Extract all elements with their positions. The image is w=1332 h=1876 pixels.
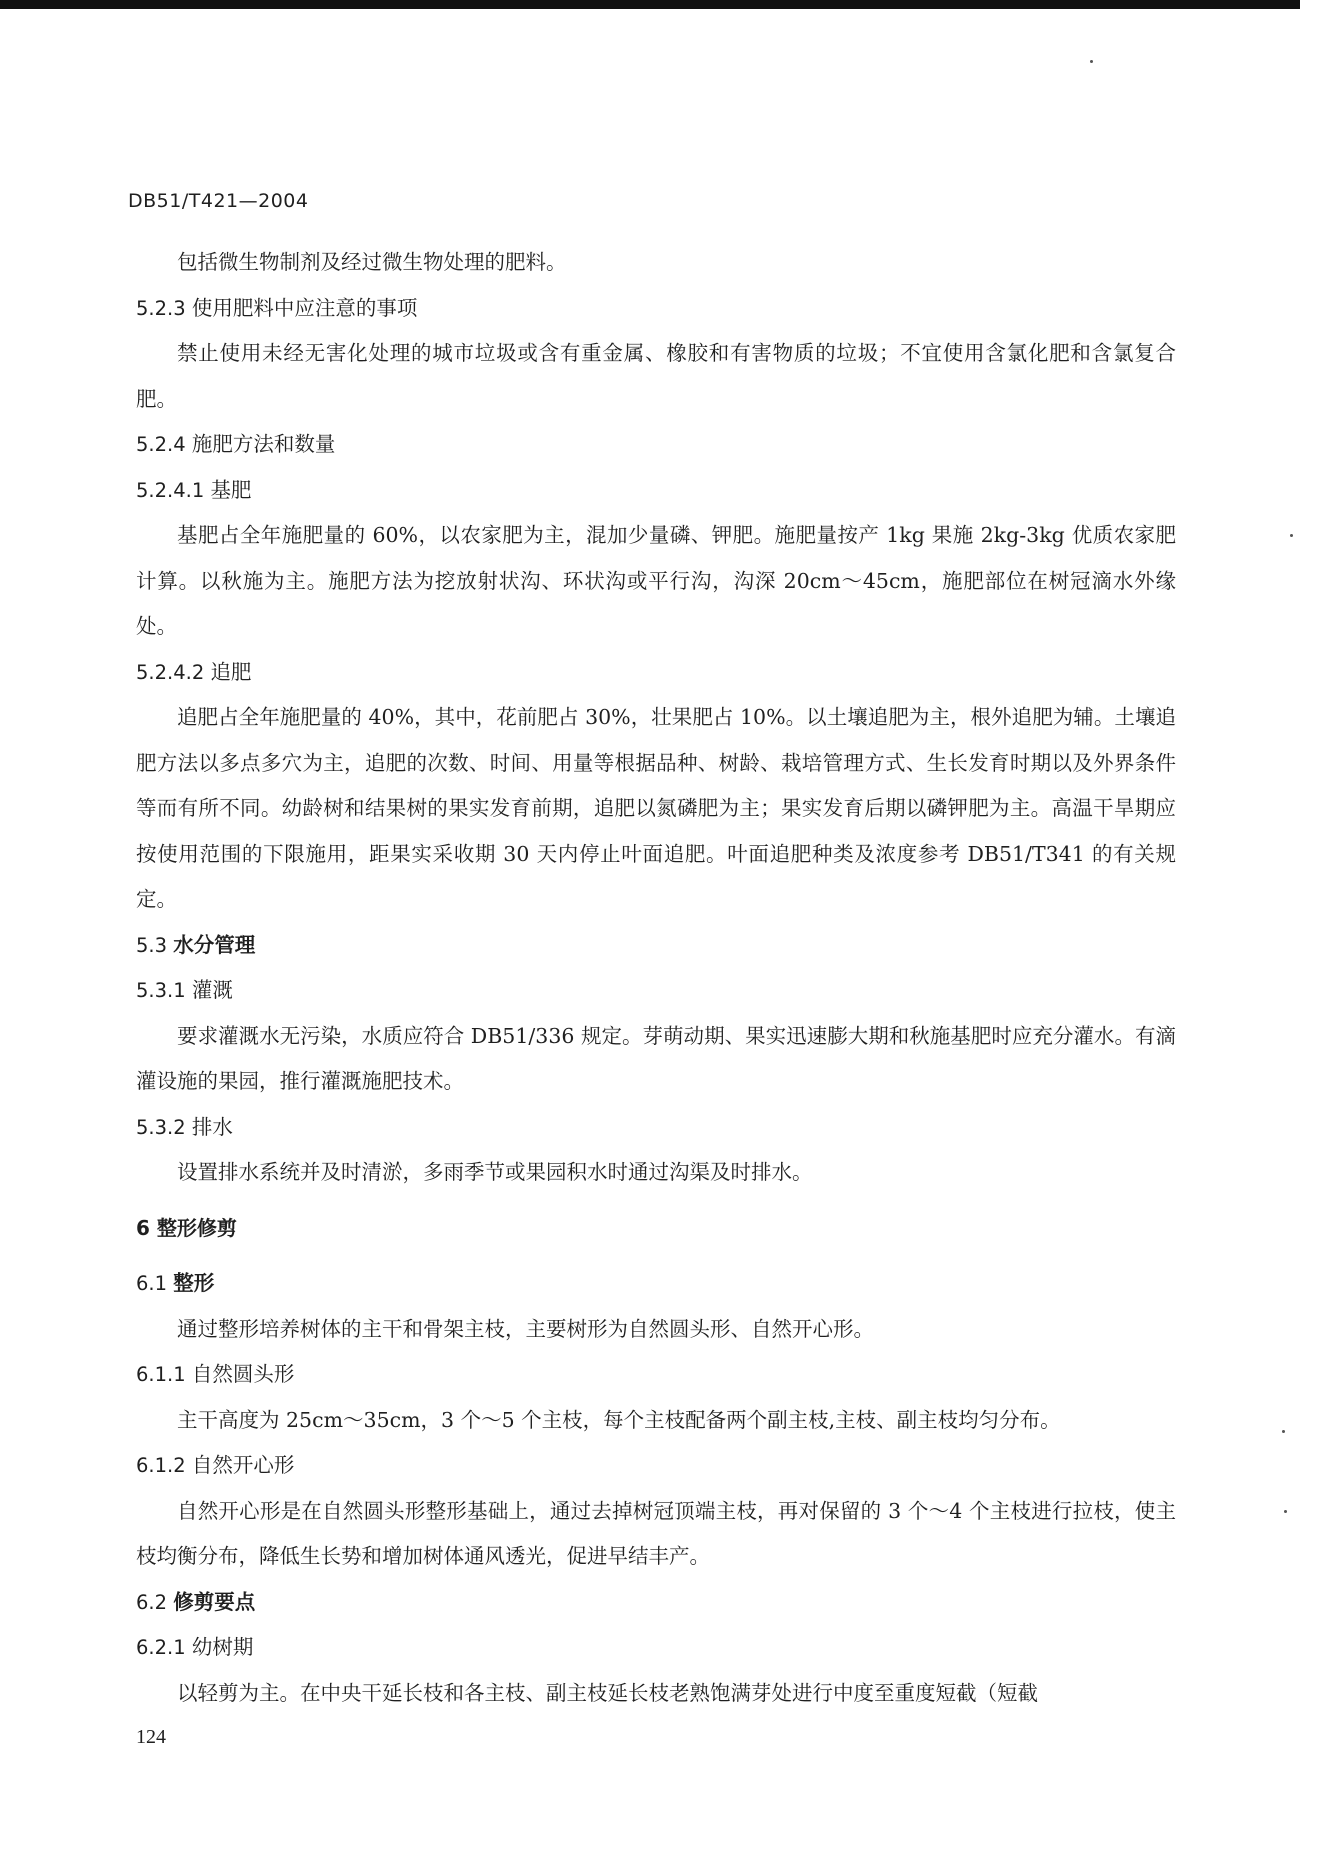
section-number: 5.3 [136, 933, 168, 957]
section-title: 灌溉 [191, 978, 233, 1002]
section-number: 5.2.4.1 [136, 478, 205, 502]
section-heading [136, 1352, 1176, 1398]
section-title: 自然开心形 [191, 1453, 295, 1477]
section-number: 5.2.4 [136, 433, 186, 456]
section-heading [136, 1625, 1176, 1671]
section-heading [136, 1261, 1176, 1307]
scan-speck [1282, 1430, 1285, 1433]
section-number: 5.3.1 [136, 979, 186, 1002]
section-number: 6.1.1 [136, 1363, 186, 1386]
scan-speck [1090, 60, 1093, 63]
section-number: 5.2.3 [136, 296, 186, 320]
paragraph: 基肥占全年施肥量的 60%，以农家肥为主，混加少量磷、钾肥。施肥量按产 1kg 果施 2kg-3kg 优质农家肥计算。以秋施为主。施肥方法为挖放射状沟、环状沟或平行沟，沟深 20cm～45cm，施肥部位在树冠滴水外缘处。 [136, 523, 1176, 638]
section-heading [136, 968, 1176, 1014]
paragraph: 通过整形培养树体的主干和骨架主枝，主要树形为自然圆头形、自然开心形。 [177, 1316, 874, 1341]
section-number: 6.1.2 [136, 1454, 186, 1477]
section-heading [136, 1443, 1176, 1489]
scan-speck [1284, 1510, 1287, 1513]
section-heading [136, 468, 1176, 514]
section-number: 6.1 [136, 1272, 168, 1295]
section-heading [136, 650, 1176, 696]
paragraph: 要求灌溉水无污染，水质应符合 DB51/336 规定。芽萌动期、果实迅速膨大期和秋施基肥时应充分灌水。有滴灌设施的果园，推行灌溉施肥技术。 [136, 1023, 1176, 1093]
chapter-heading [136, 1206, 1176, 1252]
chapter-number: 6 [136, 1215, 150, 1240]
chapter-title: 整形修剪 [156, 1215, 237, 1240]
section-title: 施肥方法和数量 [191, 432, 336, 456]
section-title: 修剪要点 [173, 1589, 256, 1614]
section-number: 5.3.2 [136, 1115, 186, 1139]
section-heading [136, 1580, 1176, 1626]
section-heading [136, 1105, 1176, 1151]
section-number: 6.2.1 [136, 1636, 186, 1659]
section-title: 自然圆头形 [191, 1362, 295, 1386]
section-title: 整形 [173, 1271, 215, 1295]
paragraph: 追肥占全年施肥量的 40%，其中，花前肥占 30%，壮果肥占 10%。以土壤追肥为主，根外追肥为辅。土壤追肥方法以多点多穴为主，追肥的次数、时间、用量等根据品种、树龄、栽培管理方式、生长发育时期以及外界条件等而有所不同。幼龄树和结果树的果实发育前期，追肥以氮磷肥为主；果实发育后期以磷钾肥为主。高温干旱期应按使用范围的下限施用，距果实采收期 30 天内停止叶面追肥。叶面追肥种类及浓度参考 DB51/T341 的有关规定。 [136, 705, 1176, 911]
section-title: 使用肥料中应注意的事项 [191, 295, 418, 320]
top-rule [0, 0, 1300, 9]
document-code: DB51/T421—2004 [128, 190, 309, 212]
section-title: 水分管理 [173, 932, 256, 957]
section-heading [136, 422, 1176, 468]
paragraph: 包括微生物制剂及经过微生物处理的肥料。 [177, 250, 567, 274]
section-number: 5.2.4.2 [136, 660, 205, 684]
section-title: 幼树期 [191, 1635, 254, 1659]
section-number: 6.2 [136, 1590, 168, 1614]
paragraph: 主干高度为 25cm～35cm，3 个～5 个主枝，每个主枝配备两个副主枝,主枝、副主枝均匀分布。 [177, 1407, 1061, 1432]
paragraph: 设置排水系统并及时清淤，多雨季节或果园积水时通过沟渠及时排水。 [177, 1160, 813, 1184]
page-number: 124 [136, 1726, 166, 1748]
paragraph: 禁止使用未经无害化处理的城市垃圾或含有重金属、橡胶和有害物质的垃圾；不宜使用含氯化肥和含氯复合肥。 [136, 341, 1176, 411]
section-heading [136, 923, 1176, 969]
section-title: 追肥 [210, 659, 252, 684]
paragraph: 自然开心形是在自然圆头形整形基础上，通过去掉树冠顶端主枝，再对保留的 3 个～4 个主枝进行拉枝，使主枝均衡分布，降低生长势和增加树体通风透光，促进早结丰产。 [136, 1498, 1176, 1568]
section-heading [136, 286, 1176, 332]
section-title: 基肥 [210, 477, 252, 502]
document-body [136, 240, 1176, 1716]
paragraph: 以轻剪为主。在中央干延长枝和各主枝、副主枝延长枝老熟饱满芽处进行中度至重度短截（短截 [177, 1680, 1038, 1705]
section-title: 排水 [191, 1114, 233, 1139]
scan-speck [1290, 534, 1293, 537]
